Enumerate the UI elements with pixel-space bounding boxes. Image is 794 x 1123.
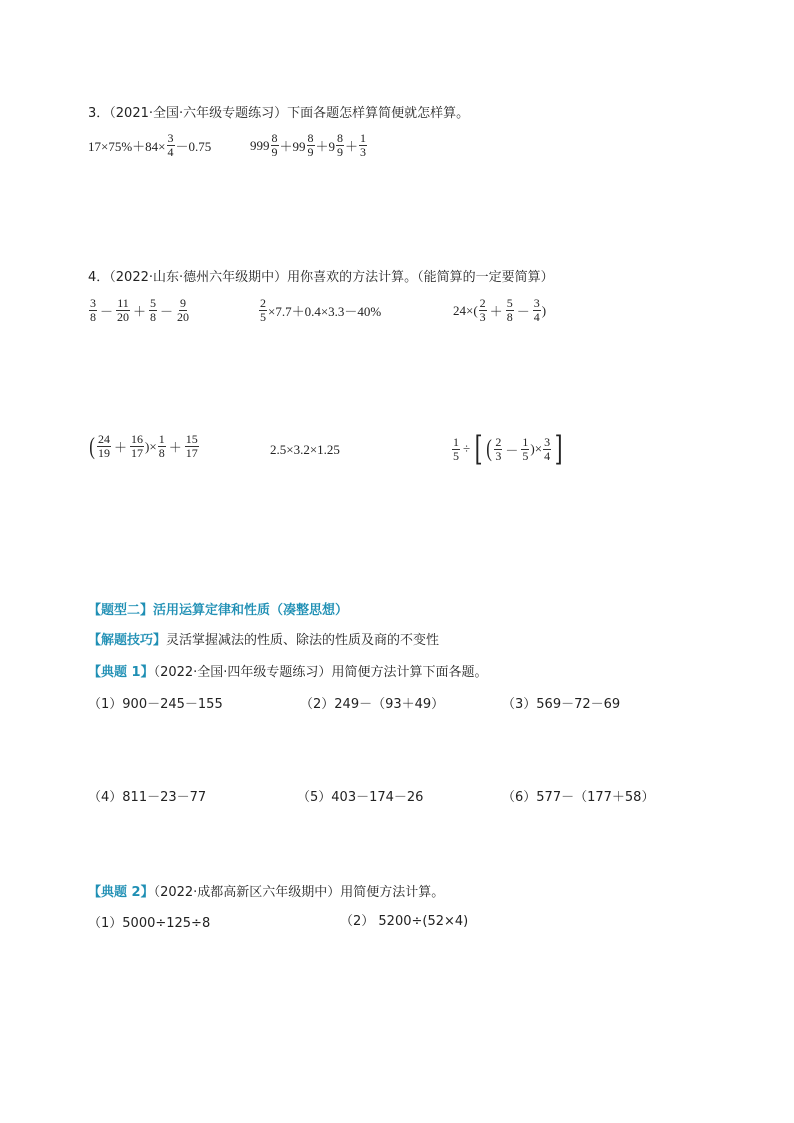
ex1-item-5: （5）403－174－26	[297, 790, 424, 805]
fraction: $\frac{8}{9}$	[271, 131, 278, 159]
type2-heading	[88, 603, 348, 619]
type2-tag: 【题型二】	[88, 603, 154, 618]
q3-source: （2021·全国·六年级专题练习）	[109, 106, 288, 121]
fraction: $\frac{8}{9}$	[337, 131, 344, 159]
fraction: $\frac{8}{9}$	[307, 131, 314, 159]
q4-expr-1: $\frac{3}{8}$ － $\frac{11}{20}$ ＋ $\frac{5}{8}$ － $\frac{9}{20}$	[90, 296, 190, 324]
fraction: $\frac{1}{3}$	[360, 131, 367, 159]
ex1-item-4: （4）811－23－77	[88, 790, 207, 805]
ex1-tag: 【典题 1】	[88, 665, 154, 680]
example-1-title	[88, 665, 487, 681]
q3-expr-2: 999 $\frac{8}{9}$ ＋99 $\frac{8}{9}$ ＋9 $\frac{8}{9}$ ＋ $\frac{1}{3}$	[250, 131, 367, 159]
q4-source: （2022·山东·德州六年级期中）	[109, 270, 288, 285]
tip-text: 灵活掌握减法的性质、除法的性质及商的不变性	[166, 633, 440, 648]
q3-expr-1: 17×75%＋84× $\frac{3}{4}$ －0.75	[88, 131, 212, 159]
q4-expr-2: $\frac{2}{5}$ ×7.7＋0.4×3.3－40%	[260, 296, 382, 324]
q4-number: 4．	[88, 270, 110, 285]
ex2-tag: 【典题 2】	[88, 885, 154, 900]
ex2-item-2: （2） 5200÷(52×4)	[340, 914, 469, 929]
q4-prompt: 用你喜欢的方法计算。（能简算的一定要简算）	[287, 270, 554, 285]
example-2-title	[88, 885, 444, 901]
question-3-title	[88, 106, 469, 122]
q3-prompt: 下面各题怎样算简便就怎样算。	[287, 106, 470, 121]
ex1-item-6: （6）577－（177＋58）	[502, 790, 655, 805]
ex2-item-1: （1）5000÷125÷8	[88, 916, 211, 931]
ex1-item-3: （3）569－72－69	[502, 697, 621, 712]
type2-title: 活用运算定律和性质（凑整思想）	[153, 603, 349, 618]
ex1-item-1: （1）900－245－155	[88, 697, 223, 712]
q4-expr-3: 24×( $\frac{2}{3}$ ＋ $\frac{5}{8}$ － $\frac{3}{4}$ )	[453, 296, 547, 324]
q3-number: 3．	[88, 106, 110, 121]
ex2-source: （2022·成都高新区六年级期中）	[153, 885, 341, 900]
ex1-prompt: 用简便方法计算下面各题。	[331, 665, 488, 680]
q4-expr-4: ( $\frac{24}{19}$ ＋ $\frac{16}{17}$ )× $\frac{1}{8}$ ＋ $\frac{15}{17}$	[89, 432, 198, 460]
ex1-source: （2022·全国·四年级专题练习）	[153, 665, 332, 680]
type2-tip	[88, 633, 439, 649]
question-4-title	[88, 270, 554, 286]
ex2-prompt: 用简便方法计算。	[340, 885, 445, 900]
fraction: $\frac{3}{4}$	[167, 131, 174, 159]
q4-expr-6: $\frac{1}{5}$ ÷ [ ( $\frac{2}{3}$ － $\frac{1}{5}$ )× $\frac{3}{4}$ ]	[453, 429, 563, 469]
q4-expr-5: 2.5×3.2×1.25	[270, 442, 340, 457]
ex1-item-2: （2）249－（93＋49）	[300, 697, 445, 712]
tip-tag: 【解题技巧】	[88, 633, 167, 648]
